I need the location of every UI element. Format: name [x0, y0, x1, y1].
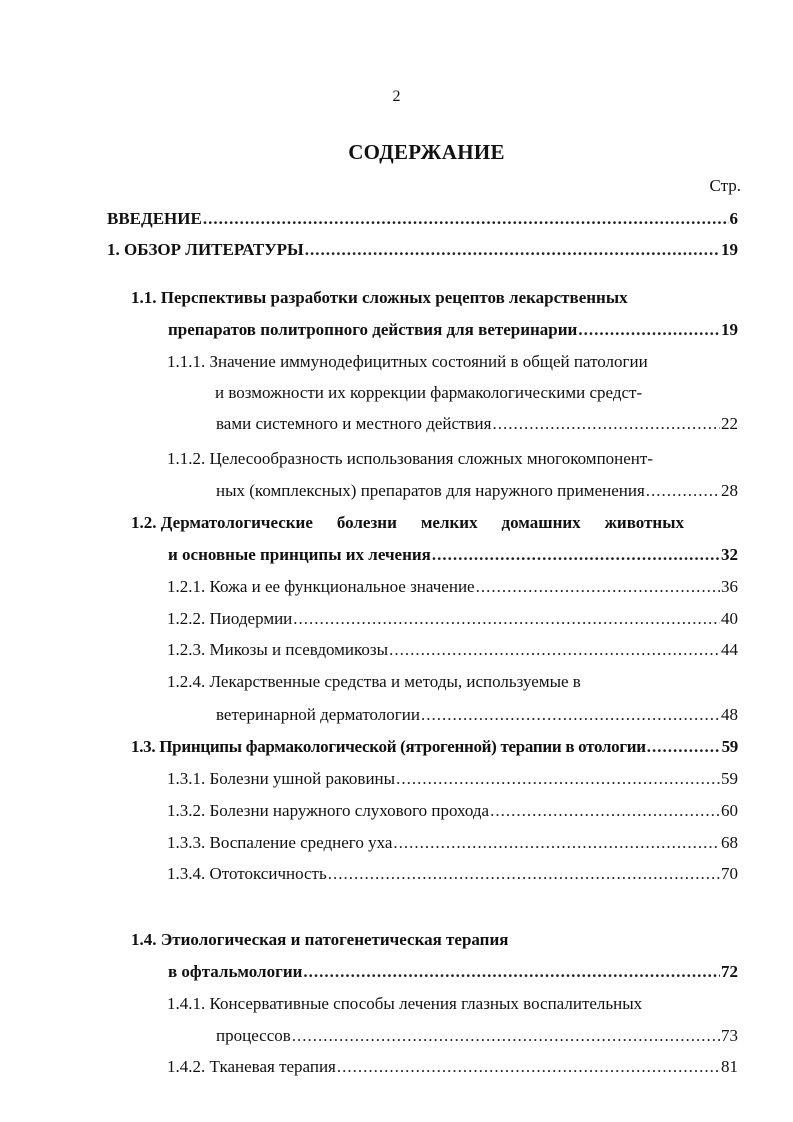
toc-entry-text: и основные принципы их лечения [168, 545, 431, 564]
toc-entry-1-1-1-line1: 1.1.1. Значение иммунодефицитных состояний в общей патологии [167, 352, 648, 371]
dot-leader [389, 638, 720, 662]
toc-entry-page: 73 [721, 1026, 738, 1045]
toc-entry-text: 1.3. Принципы фармакологической (ятрогенной) терапии в отологии [131, 737, 646, 756]
toc-entry-text: 1.3.1. Болезни ушной раковины [167, 769, 396, 788]
toc-entry-1-4-1 [216, 1024, 738, 1048]
toc-entry-page: 40 [721, 609, 738, 628]
toc-entry-1-2-1 [167, 575, 738, 599]
toc-entry-text: 1.3.2. Болезни наружного слухового прохода [167, 801, 490, 820]
word: домашних [501, 513, 581, 532]
toc-entry-page: 59 [721, 769, 738, 788]
word: болезни [336, 513, 397, 532]
toc-entry-page: 48 [721, 705, 738, 724]
toc-entry-1-4 [168, 960, 738, 984]
toc-entry-page: 19 [721, 240, 738, 259]
toc-entry-1-2-4 [216, 703, 738, 727]
toc-entry-page: 72 [721, 962, 738, 981]
toc-entry-text: препаратов политропного действия для ветеринарии [168, 320, 578, 339]
dot-leader [646, 479, 720, 503]
dot-leader [476, 575, 720, 599]
dot-leader [490, 799, 720, 823]
toc-entry-page: 22 [721, 414, 738, 433]
toc-entry-text: ных (комплексных) препаратов для наружного применения [216, 481, 645, 500]
toc-entry-1-3-3 [167, 831, 738, 855]
pages-column-header: Стр. [709, 176, 741, 195]
toc-entry-page: 60 [721, 801, 738, 820]
dot-leader [305, 238, 720, 262]
toc-entry-text: ветеринарной дерматологии [216, 705, 420, 724]
word: мелких [420, 513, 478, 532]
toc-entry-1-3-1 [167, 767, 738, 791]
toc-entry-text: процессов [216, 1026, 291, 1045]
toc-entry-text: 1.4.2. Тканевая терапия [167, 1057, 336, 1076]
toc-entry-1-4-line1: 1.4. Этиологическая и патогенетическая терапия [131, 930, 509, 949]
dot-leader [337, 1055, 720, 1079]
toc-entry-literature-review [107, 238, 738, 262]
toc-entry-1-1-2 [216, 479, 738, 503]
dot-leader [292, 1024, 720, 1048]
toc-entry-page: 36 [721, 577, 738, 596]
dot-leader [303, 960, 720, 984]
toc-entry-page: 19 [721, 320, 738, 339]
toc-entry-text: 1.2.2. Пиодермии [167, 609, 293, 628]
toc-entry-page: 28 [721, 481, 738, 500]
toc-entry-text: в офтальмологии [168, 962, 303, 981]
toc-entry-page: 32 [721, 545, 738, 564]
toc-entry-1-3-4 [167, 862, 738, 886]
toc-entry-1-2-2 [167, 607, 738, 631]
toc-entry-text: 1.2.3. Микозы и псевдомикозы [167, 640, 389, 659]
toc-entry-1-2-line1 [131, 511, 684, 535]
toc-entry-page: 70 [721, 864, 738, 883]
page-number: 2 [392, 88, 401, 105]
toc-entry-page: 68 [721, 833, 738, 852]
toc-entry-page: 6 [729, 209, 738, 228]
toc-entry-1-1-line1: 1.1. Перспективы разработки сложных рецептов лекарственных [131, 288, 628, 307]
page-title: СОДЕРЖАНИЕ [348, 140, 505, 164]
dot-leader [328, 862, 720, 886]
toc-entry-introduction [107, 207, 738, 231]
toc-entry-page: 44 [721, 640, 738, 659]
dot-leader [432, 543, 720, 567]
toc-entry-1-4-2 [167, 1055, 738, 1079]
dot-leader [492, 412, 720, 436]
toc-entry-text: 1.2.1. Кожа и ее функциональное значение [167, 577, 475, 596]
dot-leader [421, 703, 720, 727]
dot-leader [393, 831, 720, 855]
toc-entry-text: ВВЕДЕНИЕ [107, 209, 202, 228]
toc-entry-1-4-1-line1: 1.4.1. Консервативные способы лечения глазных воспалительных [167, 994, 643, 1013]
toc-entry-text: 1.3.3. Воспаление среднего уха [167, 833, 393, 852]
toc-entry-text: 1. ОБЗОР ЛИТЕРАТУРЫ [107, 240, 304, 259]
toc-entry-1-2-4-line1: 1.2.4. Лекарственные средства и методы, используемые в [167, 672, 581, 691]
toc-entry-1-3-2 [167, 799, 738, 823]
toc-entry-1-1-1-line2: и возможности их коррекции фармакологическими средст- [215, 383, 643, 402]
word: животных [604, 513, 684, 532]
toc-entry-1-1 [168, 318, 738, 342]
toc-entry-1-2 [168, 543, 738, 567]
dot-leader [203, 207, 729, 231]
toc-entry-1-1-2-line1: 1.1.2. Целесообразность использования сложных многокомпонент- [167, 449, 653, 468]
toc-entry-page: 81 [721, 1057, 738, 1076]
toc-entry-page: 59 [721, 737, 738, 756]
toc-entry-1-2-3 [167, 638, 738, 662]
word: 1.2. Дерматологические [131, 513, 313, 532]
toc-entry-1-1-1 [216, 412, 738, 436]
dot-leader [647, 735, 721, 759]
toc-entry-text: вами системного и местного действия [216, 414, 492, 433]
dot-leader [293, 607, 720, 631]
toc-entry-text: 1.3.4. Ототоксичность [167, 864, 327, 883]
dot-leader [578, 318, 720, 342]
dot-leader [396, 767, 720, 791]
toc-entry-1-3 [131, 735, 738, 759]
